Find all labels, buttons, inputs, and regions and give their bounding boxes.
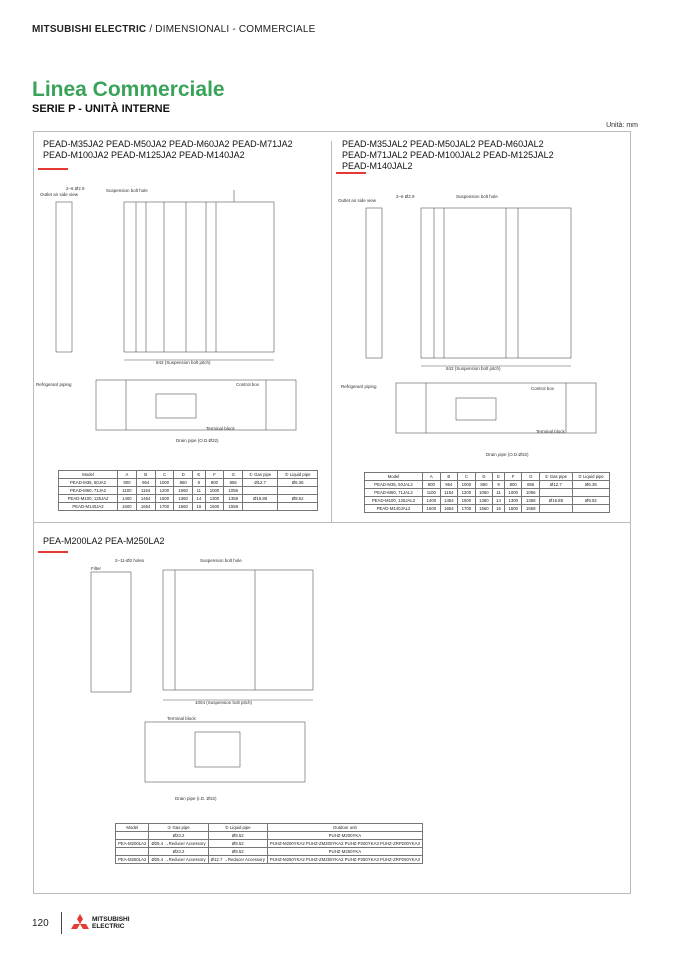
table-cell: Ø12.7 xyxy=(540,481,573,489)
left-lbl-terminal: Terminal block xyxy=(206,426,235,431)
table-cell: PEAD-M100, 125JAL2 xyxy=(365,497,423,505)
bottom-lbl-holes: 2–11-Ø2 holes xyxy=(115,558,145,563)
table-cell: PUHZ-M200YKA xyxy=(267,832,422,840)
footer-brand-line1: MITSUBISHI xyxy=(92,916,130,923)
left-lbl-drain: Drain pipe (O.D.Ø32) xyxy=(176,438,219,443)
right-lbl-control: Control box xyxy=(531,386,555,391)
table-cell: 11 xyxy=(493,489,505,497)
bottom-spec-table xyxy=(115,823,423,864)
table-cell: 1100 xyxy=(423,489,441,497)
right-lbl-pitch: 843 (Suspension bolt pitch) xyxy=(446,366,501,371)
left-models-line1: PEAD-M35JA2 PEAD-M50JA2 PEAD-M60JA2 PEAD-M71JA2 xyxy=(43,139,293,149)
table-cell: 1360 xyxy=(174,495,193,503)
table-cell xyxy=(572,489,609,497)
table-cell: PUHZ-M200YKA2 PUHZ-ZM200YKA2 PUHZ-P200YKA3 PUHZ-ZRP200YKA3 xyxy=(267,840,422,848)
bottom-drawing xyxy=(85,552,325,822)
table-cell: Ø6.35 xyxy=(278,479,318,487)
table-header-cell: A xyxy=(118,471,137,479)
table-cell: 1500 xyxy=(205,503,224,511)
table-cell xyxy=(572,505,609,513)
table-cell xyxy=(278,487,318,495)
table-cell: 16 xyxy=(493,505,505,513)
table-cell: 1654 xyxy=(440,505,458,513)
table-cell: Ø9.52 xyxy=(208,848,267,856)
right-accent-line xyxy=(336,172,366,174)
table-cell: 1154 xyxy=(440,489,458,497)
table-cell: Ø9.52 xyxy=(208,832,267,840)
table-cell: 1558 xyxy=(224,503,243,511)
left-lbl-control: Control box xyxy=(236,382,260,387)
table-cell: 800 xyxy=(205,479,224,487)
table-cell: 1500 xyxy=(458,497,476,505)
table-header-cell: ② Liquid pipe xyxy=(572,473,609,481)
table-header-cell: ② Liquid pipe xyxy=(278,471,318,479)
footer-brand xyxy=(92,916,130,930)
table-cell: 1300 xyxy=(205,495,224,503)
left-spec-table xyxy=(58,470,318,511)
table-cell: 1560 xyxy=(174,503,193,511)
table-cell xyxy=(540,489,573,497)
table-cell: Ø15.88 xyxy=(540,497,573,505)
table-header-cell: ② Liquid pipe xyxy=(208,824,267,832)
table-cell: 1600 xyxy=(423,505,441,513)
bottom-lbl-pitch: 1004 (Suspension bolt pitch) xyxy=(195,700,253,705)
table-header-cell: E xyxy=(193,471,206,479)
table-cell: 1700 xyxy=(458,505,476,513)
table-row xyxy=(365,497,610,505)
table-cell: 856 xyxy=(224,479,243,487)
table-cell: 1454 xyxy=(136,495,155,503)
table-row xyxy=(365,505,610,513)
table-header-cell: G xyxy=(522,473,540,481)
bottom-accent-line xyxy=(38,551,68,553)
table-cell: 1500 xyxy=(504,505,522,513)
table-cell: 1100 xyxy=(118,487,137,495)
table-cell: Ø6.35 xyxy=(572,481,609,489)
left-models-line2: PEAD-M100JA2 PEAD-M125JA2 PEAD-M140JA2 xyxy=(43,150,245,160)
table-row xyxy=(59,503,318,511)
table-header-cell: ① Gas pipe xyxy=(243,471,278,479)
table-header-cell: F xyxy=(205,471,224,479)
table-cell: Ø12.7 →Reducer Accessory xyxy=(208,856,267,864)
left-lbl-bolt: Suspension bolt hole xyxy=(106,188,148,193)
unit-label: Unità: mm xyxy=(606,122,638,129)
table-cell: PEA-M250LA2 xyxy=(116,856,149,864)
table-header-cell: E xyxy=(493,473,505,481)
table-header-row xyxy=(59,471,318,479)
table-cell: Ø9.52 xyxy=(572,497,609,505)
table-cell: 16 xyxy=(193,503,206,511)
table-row xyxy=(116,840,423,848)
table-cell: 1358 xyxy=(522,497,540,505)
table-row xyxy=(365,489,610,497)
table-cell: 14 xyxy=(193,495,206,503)
right-lbl-terminal: Terminal block xyxy=(536,429,565,434)
table-row xyxy=(116,856,423,864)
table-cell: 1154 xyxy=(136,487,155,495)
table-cell: Ø9.52 xyxy=(208,840,267,848)
page-title: Linea Commerciale xyxy=(32,78,225,101)
right-lbl-bolt: Suspension bolt hole xyxy=(456,194,498,199)
table-cell: 954 xyxy=(136,479,155,487)
bottom-model-list xyxy=(43,536,165,547)
table-cell: 1558 xyxy=(522,505,540,513)
table-cell: 1400 xyxy=(423,497,441,505)
table-header-row xyxy=(116,824,423,832)
bottom-lbl-terminal: Terminal block xyxy=(167,716,196,721)
right-drawing xyxy=(336,188,626,513)
bottom-lbl-bolt: Suspension bolt hole xyxy=(200,558,242,563)
table-cell: 1560 xyxy=(475,505,493,513)
right-spec-table xyxy=(364,472,610,513)
table-cell: 1060 xyxy=(174,487,193,495)
table-header-cell: ① Gas pipe xyxy=(149,824,208,832)
table-cell: Ø25.4 →Reducer Accessory xyxy=(149,840,208,848)
table-cell: 1200 xyxy=(458,489,476,497)
table-cell: 856 xyxy=(522,481,540,489)
table-row xyxy=(116,848,423,856)
left-lbl-holes: 2–6 Ø2.9 xyxy=(66,186,85,191)
table-cell: 1360 xyxy=(475,497,493,505)
table-cell: PEAD-M140JA2 xyxy=(59,503,118,511)
vertical-divider xyxy=(331,141,332,522)
table-cell xyxy=(540,505,573,513)
table-cell: 1600 xyxy=(118,503,137,511)
table-row xyxy=(365,481,610,489)
table-cell: 954 xyxy=(440,481,458,489)
left-drawing xyxy=(36,180,328,515)
table-cell: PEAD-M140JAL2 xyxy=(365,505,423,513)
table-cell: Ø9.52 xyxy=(278,495,318,503)
page-subtitle: SERIE P - UNITÀ INTERNE xyxy=(32,103,170,115)
table-header-cell: D xyxy=(475,473,493,481)
table-cell: 9 xyxy=(493,481,505,489)
table-cell: 1500 xyxy=(155,495,174,503)
table-header-cell: ① Gas pipe xyxy=(540,473,573,481)
table-cell: PEAD-M35, 50JA2 xyxy=(59,479,118,487)
table-cell: 1056 xyxy=(224,487,243,495)
table-cell: Ø25.4 →Reducer Accessory xyxy=(149,856,208,864)
left-lbl-refliq: Refrigerant piping xyxy=(36,382,72,387)
table-cell: 800 xyxy=(504,481,522,489)
table-header-cell: Outdoor unit xyxy=(267,824,422,832)
table-cell xyxy=(278,503,318,511)
left-lbl-pitch: 843 (Suspension bolt pitch) xyxy=(156,360,211,365)
table-row xyxy=(59,479,318,487)
table-cell: 14 xyxy=(493,497,505,505)
right-lbl-holes: 2–6 Ø2.9 xyxy=(396,194,415,199)
table-header-cell: A xyxy=(423,473,441,481)
table-cell: PEA-M200LA2 xyxy=(116,840,149,848)
table-row xyxy=(116,832,423,840)
bottom-models-line1: PEA-M200LA2 PEA-M250LA2 xyxy=(43,536,165,546)
table-cell: 11 xyxy=(193,487,206,495)
right-models-line3: PEAD-M140JAL2 xyxy=(342,161,413,171)
table-cell: 1358 xyxy=(224,495,243,503)
table-cell xyxy=(243,503,278,511)
table-cell: 1000 xyxy=(458,481,476,489)
table-header-cell: Model xyxy=(59,471,118,479)
right-models-line2: PEAD-M71JAL2 PEAD-M100JAL2 PEAD-M125JAL2 xyxy=(342,150,554,160)
table-cell: PUHZ-M250YKA2 PUHZ-ZM250YKA2 PUHZ-P250YKA3 PUHZ-ZRP250YKA3 xyxy=(267,856,422,864)
table-cell: PEAD-M35, 50JAL2 xyxy=(365,481,423,489)
table-cell: 9 xyxy=(193,479,206,487)
table-row xyxy=(59,495,318,503)
table-cell: 900 xyxy=(423,481,441,489)
table-cell: Ø23.2 xyxy=(149,848,208,856)
right-models-line1: PEAD-M35JAL2 PEAD-M50JAL2 PEAD-M60JAL2 xyxy=(342,139,544,149)
table-cell: Ø15.88 xyxy=(243,495,278,503)
table-cell: 1000 xyxy=(155,479,174,487)
left-lbl-outlet: Outlet air side view xyxy=(40,192,79,197)
right-model-list xyxy=(342,139,554,172)
page-number: 120 xyxy=(32,918,49,929)
table-header-cell: D xyxy=(174,471,193,479)
table-header-cell: C xyxy=(458,473,476,481)
table-cell: 900 xyxy=(118,479,137,487)
bottom-lbl-drain: Drain pipe (I.D. Ø32) xyxy=(175,796,217,801)
table-cell: 1000 xyxy=(205,487,224,495)
table-header-cell: Model xyxy=(116,824,149,832)
left-accent-line xyxy=(38,168,68,170)
footer-divider xyxy=(61,912,62,934)
table-cell: 860 xyxy=(475,481,493,489)
table-row xyxy=(59,487,318,495)
table-header-cell: G xyxy=(224,471,243,479)
mitsubishi-logo-icon xyxy=(70,913,90,933)
table-cell: 1700 xyxy=(155,503,174,511)
table-cell xyxy=(116,848,149,856)
table-cell: PEAD-M60, 71JAL2 xyxy=(365,489,423,497)
table-cell xyxy=(243,487,278,495)
table-cell: Ø12.7 xyxy=(243,479,278,487)
table-header-cell: Model xyxy=(365,473,423,481)
table-header-row xyxy=(365,473,610,481)
header-section: / DIMENSIONALI - COMMERCIALE xyxy=(146,24,316,35)
table-header-cell: F xyxy=(504,473,522,481)
left-model-list xyxy=(43,139,293,161)
bottom-lbl-filter: Filter xyxy=(91,566,101,571)
right-lbl-drain: Drain pipe (O.D.Ø32) xyxy=(486,452,529,457)
table-cell: Ø23.2 xyxy=(149,832,208,840)
horizontal-divider xyxy=(33,522,630,523)
table-header-cell: B xyxy=(440,473,458,481)
footer-brand-line2: ELECTRIC xyxy=(92,923,125,930)
table-cell: PEAD-M60, 71JA2 xyxy=(59,487,118,495)
table-cell xyxy=(116,832,149,840)
table-cell: PUHZ-M250YKA xyxy=(267,848,422,856)
table-cell: 1454 xyxy=(440,497,458,505)
table-cell: 1654 xyxy=(136,503,155,511)
right-lbl-outlet: Outlet air side view xyxy=(338,198,377,203)
table-header-cell: B xyxy=(136,471,155,479)
header-brand: MITSUBISHI ELECTRIC xyxy=(32,24,147,35)
table-cell: 1200 xyxy=(155,487,174,495)
table-cell: 1000 xyxy=(504,489,522,497)
table-cell: 1400 xyxy=(118,495,137,503)
table-cell: 1300 xyxy=(504,497,522,505)
table-cell: 860 xyxy=(174,479,193,487)
table-cell: 1056 xyxy=(522,489,540,497)
table-header-cell: C xyxy=(155,471,174,479)
header-breadcrumb xyxy=(32,24,316,35)
table-cell: 1060 xyxy=(475,489,493,497)
table-cell: PEAD-M100, 125JA2 xyxy=(59,495,118,503)
right-lbl-refliq: Refrigerant piping xyxy=(341,384,377,389)
